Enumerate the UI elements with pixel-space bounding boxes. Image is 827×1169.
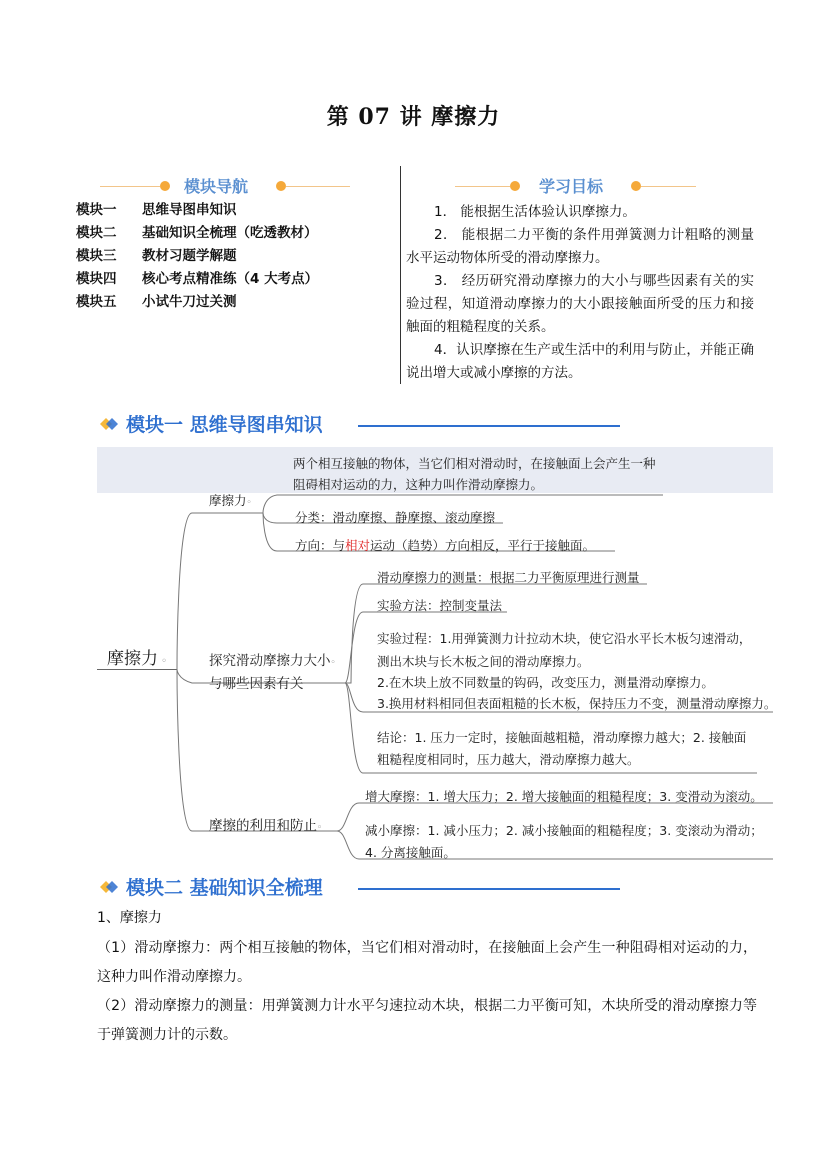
decrease-line1: 减小摩擦：1. 减小压力；2. 减小接触面的粗糙程度；3. 变滚动为滑动； xyxy=(365,823,763,838)
nav-item[interactable]: 模块三 教材习题学解题 xyxy=(76,248,237,264)
goal-item: 1． 能根据生活体验认识摩擦力。 xyxy=(434,204,636,220)
process-line1: 实验过程：1.用弹簧测力计拉动木块，使它沿水平长木板匀速滑动， xyxy=(377,631,752,646)
conclusion-line2: 粗糙程度相同时，压力越大，滑动摩擦力越大。 xyxy=(377,752,640,767)
decrease-line2: 4. 分离接触面。 xyxy=(365,845,456,860)
paragraph-sliding-friction: （1）滑动摩擦力：两个相互接触的物体，当它们相对滑动时，在接触面上会产生一种阻碍相对运动的力，这种力叫作滑动摩擦力。 xyxy=(97,940,757,985)
explore-node[interactable]: 探究滑动摩擦力大小◦ xyxy=(209,653,336,669)
nav-heading: 模块导航 xyxy=(100,174,350,198)
page-title: 第 07 讲 摩擦力 xyxy=(326,104,501,130)
goals-left-dot xyxy=(510,181,520,191)
goals-heading: 学习目标 xyxy=(455,174,705,198)
explore-node-line2: 与哪些因素有关 xyxy=(209,676,304,692)
increase-node[interactable]: 增大摩擦：1. 增大压力；2. 增大接触面的粗糙程度；3. 变滑动为滚动。 xyxy=(365,789,763,804)
friction-node[interactable]: 摩擦力◦ xyxy=(209,493,252,508)
goals-list xyxy=(406,201,754,385)
process-line4: 3.换用材料相同但表面粗糙的长木板，保持压力不变，测量滑动摩擦力。 xyxy=(377,696,777,711)
process-line3: 2.在木块上放不同数量的钩码，改变压力，测量滑动摩擦力。 xyxy=(377,675,714,690)
double-chevron-icon xyxy=(100,881,118,893)
nav-item[interactable]: 模块二 基础知识全梳理（吃透教材） xyxy=(76,225,318,241)
nav-left-dot xyxy=(160,181,170,191)
double-chevron-icon xyxy=(100,418,118,430)
goals-right-dot xyxy=(631,181,641,191)
module1-banner: 模块一 思维导图串知识 xyxy=(100,410,620,440)
nav-item[interactable]: 模块四 核心考点精准练（4 大考点） xyxy=(76,271,319,287)
method-node[interactable]: 实验方法：控制变量法 xyxy=(377,598,503,613)
process-line2: 测出木块与长木板之间的滑动摩擦力。 xyxy=(377,654,590,669)
mind-map xyxy=(97,447,777,863)
nav-list xyxy=(76,199,396,314)
column-divider xyxy=(400,166,401,384)
definition-line1: 两个相互接触的物体，当它们相对滑动时，在接触面上会产生一种 xyxy=(293,456,656,471)
classify-node[interactable]: 分类：滑动摩擦、静摩擦、滚动摩擦 xyxy=(295,510,496,525)
nav-right-dot xyxy=(276,181,286,191)
paragraph-measurement: （2）滑动摩擦力的测量：用弹簧测力计水平匀速拉动木块，根据二力平衡可知，木块所受的滑动摩擦力等于弹簧测力计的示数。 xyxy=(97,998,757,1043)
nav-item[interactable]: 模块一 思维导图串知识 xyxy=(76,202,237,218)
goal-item: 4．认识摩擦在生产或生活中的利用与防止，并能正确说出增大或减小摩擦的方法。 xyxy=(406,342,754,381)
direction-node[interactable]: 方向：与相对运动（趋势）方向相反，平行于接触面。 xyxy=(295,538,596,553)
use-node[interactable]: 摩擦的利用和防止◦ xyxy=(209,818,323,834)
definition-line2: 阻碍相对运动的力，这种力叫作滑动摩擦力。 xyxy=(293,477,544,492)
goal-item: 2． 能根据二力平衡的条件用弹簧测力计粗略的测量水平运动物体所受的滑动摩擦力。 xyxy=(406,227,754,266)
nav-item[interactable]: 模块五 小试牛刀过关测 xyxy=(76,294,237,310)
measure-node[interactable]: 滑动摩擦力的测量：根据二力平衡原理进行测量 xyxy=(377,570,640,585)
module2-banner: 模块二 基础知识全梳理 xyxy=(100,873,620,903)
section-heading: 1、摩擦力 xyxy=(97,910,162,926)
conclusion-line1: 结论：1. 压力一定时，接触面越粗糙，滑动摩擦力越大；2. 接触面 xyxy=(377,730,747,745)
root-node[interactable]: 摩擦力 ◦ xyxy=(107,649,168,669)
goal-item: 3． 经历研究滑动摩擦力的大小与哪些因素有关的实验过程，知道滑动摩擦力的大小跟接触面所受的压力和接触面的粗糙程度的关系。 xyxy=(406,273,754,335)
